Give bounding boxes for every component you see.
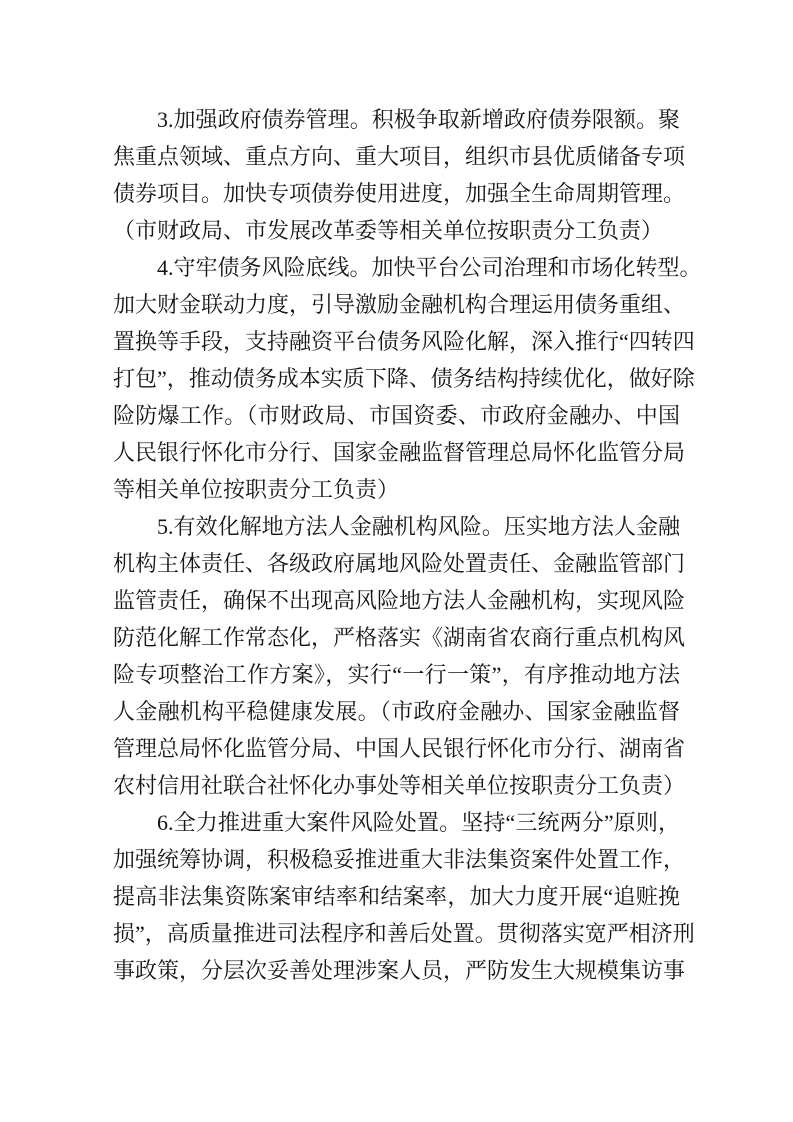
paragraph-item-6: [113, 804, 695, 989]
document-line: 人金融机构平稳健康发展。（市政府金融办、国家金融监督: [113, 699, 680, 724]
document-line: 人民银行怀化市分行、国家金融监督管理总局怀化监管分局: [113, 440, 686, 465]
document-line: 5.有效化解地方法人金融机构风险。压实地方法人金融: [157, 514, 680, 539]
document-line: 置换等手段，支持融资平台债务风险化解，深入推行“四转四: [113, 329, 695, 354]
document-line: 监管责任，确保不出现高风险地方法人金融机构，实现风险: [113, 588, 686, 613]
paragraph-item-4: [113, 249, 702, 508]
document-line: 3.加强政府债券管理。积极争取新增政府债券限额。聚: [157, 107, 680, 132]
document-line: 债券项目。加快专项债券使用进度，加强全生命周期管理。: [113, 181, 686, 206]
document-line: 农村信用社联合社怀化办事处等相关单位按职责分工负责）: [113, 773, 686, 798]
document-line: 等相关单位按职责分工负责）: [113, 477, 400, 502]
document-line: 打包”，推动债务成本实质下降、债务结构持续优化，做好除: [113, 366, 695, 391]
paragraph-item-3: [113, 101, 686, 249]
document-line: 加强统筹协调，积极稳妥推进重大非法集资案件处置工作，: [113, 847, 686, 872]
document-line: 加大财金联动力度，引导激励金融机构合理运用债务重组、: [113, 292, 686, 317]
document-line: 焦重点领域、重点方向、重大项目，组织市县优质储备专项: [113, 144, 686, 169]
document-line: 管理总局怀化监管分局、中国人民银行怀化市分行、湖南省: [113, 736, 686, 761]
paragraph-item-5: [113, 508, 686, 804]
document-body: [113, 101, 702, 989]
document-line: 损”，高质量推进司法程序和善后处置。贯彻落实宽严相济刑: [113, 921, 695, 946]
document-line: 4.守牢债务风险底线。加快平台公司治理和市场化转型。: [157, 255, 702, 280]
document-line: 险防爆工作。（市财政局、市国资委、市政府金融办、中国: [113, 403, 680, 428]
document-line: 机构主体责任、各级政府属地风险处置责任、金融监管部门: [113, 551, 686, 576]
document-line: 防范化解工作常态化，严格落实《湖南省农商行重点机构风: [113, 625, 686, 650]
document-line: 险专项整治工作方案》，实行“一行一策”，有序推动地方法: [113, 662, 680, 687]
document-line: 提高非法集资陈案审结率和结案率，加大力度开展“追赃挽: [113, 884, 680, 909]
document-line: 事政策，分层次妥善处理涉案人员，严防发生大规模集访事: [113, 958, 686, 983]
document-line: 6.全力推进重大案件风险处置。坚持“三统两分”原则，: [157, 810, 680, 835]
document-line: （市财政局、市发展改革委等相关单位按职责分工负责）: [113, 218, 664, 243]
